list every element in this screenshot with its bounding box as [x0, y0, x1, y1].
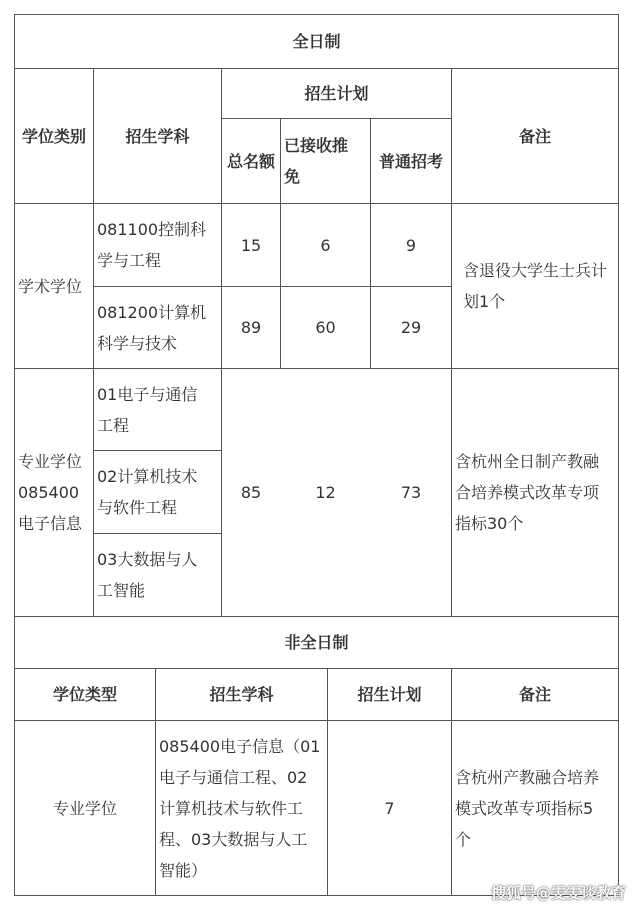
- header-exempt-line1: 已接收推: [284, 136, 349, 155]
- note-line: 含杭州产教融合培养: [455, 767, 600, 787]
- header-plan: 招生计划: [357, 685, 422, 704]
- table-row-subject: [94, 369, 221, 450]
- subject-line2: 工程: [97, 415, 130, 435]
- subject-line1: 01电子与通信: [97, 384, 198, 404]
- header-total: 总名额: [226, 151, 275, 171]
- note-line: 模式改革专项指标5: [455, 798, 594, 818]
- exempt-value: 6: [320, 235, 331, 255]
- note-line3: 指标30个: [455, 514, 524, 533]
- subject-line2: 科学与技术: [97, 333, 178, 353]
- total-value: 85: [240, 483, 262, 502]
- subject-line2: 与软件工程: [97, 498, 178, 517]
- subject-line1: 03大数据与人: [97, 550, 198, 569]
- part-time-category: 专业学位: [52, 798, 117, 818]
- header-subject: 招生学科: [125, 126, 190, 146]
- subject-line1: 081100控制科: [97, 220, 207, 239]
- part-time-note: [452, 721, 618, 895]
- watermark: 搜狐号@雯雯谈教育: [490, 884, 626, 902]
- subject-line: 计算机技术与软件工: [159, 798, 304, 818]
- table-row-subject: [94, 451, 221, 533]
- table-row-subject: [94, 287, 221, 368]
- table-row-subject: [94, 204, 221, 286]
- exam-value: 73: [400, 483, 422, 502]
- subject-line1: 081200计算机: [97, 302, 207, 322]
- note-line2: 合培养模式改革专项: [455, 483, 600, 502]
- total-value: 89: [240, 318, 262, 337]
- header-exempt: [281, 119, 370, 203]
- header-degree-category: 学位类别: [21, 126, 86, 146]
- subject-line: 程、03大数据与人工: [159, 829, 308, 849]
- header-notes: 备注: [518, 126, 551, 146]
- subject-line2: 学与工程: [97, 251, 162, 270]
- exam-value: 29: [400, 318, 422, 337]
- note-line2: 划1个: [462, 292, 506, 311]
- header-notes: 备注: [518, 685, 551, 704]
- subject-line2: 工智能: [97, 581, 146, 600]
- subject-line: 电子与通信工程、02: [159, 767, 308, 787]
- exam-value: 9: [405, 235, 417, 255]
- professional-note: [452, 369, 618, 616]
- part-time-title: 非全日制: [284, 633, 349, 652]
- subject-line1: 02计算机技术: [97, 467, 198, 486]
- academic-note: [452, 204, 618, 368]
- academic-category: 学术学位: [18, 276, 83, 296]
- total-value: 15: [240, 235, 262, 255]
- part-time-plan: 7: [384, 798, 395, 818]
- category-line3: 电子信息: [18, 514, 83, 533]
- exempt-value: 12: [315, 483, 336, 502]
- header-plan: 招生计划: [304, 84, 369, 103]
- header-exam: 普通招考: [378, 151, 443, 171]
- header-exempt-line2: 免: [284, 167, 301, 186]
- note-line1: 含杭州全日制产教融: [455, 452, 600, 471]
- header-degree-type: 学位类型: [52, 685, 117, 704]
- header-subject: 招生学科: [209, 685, 274, 704]
- table-row-subject: [94, 534, 221, 616]
- note-line1: 含退役大学生士兵计: [462, 261, 607, 280]
- subject-line: 085400电子信息（01: [159, 736, 321, 756]
- subject-line: 智能）: [159, 860, 208, 880]
- grid-line: [618, 14, 619, 896]
- category-line2: 085400: [18, 483, 80, 502]
- exempt-value: 60: [315, 318, 336, 337]
- full-time-title: 全日制: [292, 32, 341, 51]
- part-time-subject: [156, 721, 327, 895]
- professional-category: [15, 369, 93, 616]
- note-line: 个: [455, 829, 472, 849]
- category-line1: 专业学位: [18, 452, 83, 471]
